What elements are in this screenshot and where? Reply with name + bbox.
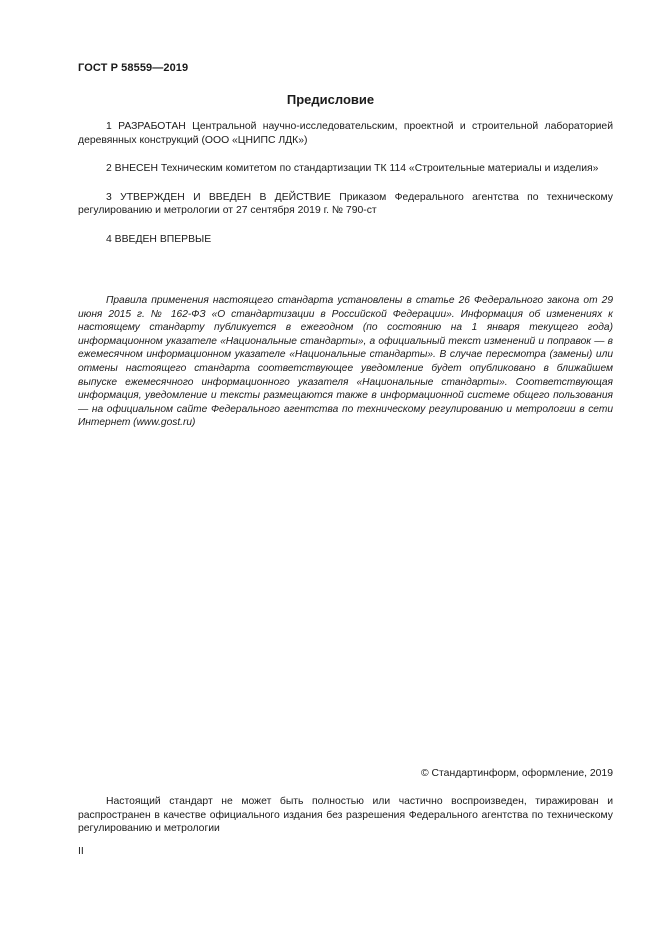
foreword-item-developed: 1 РАЗРАБОТАН Центральной научно-исследовательским, проектной и строительной лабораторией деревянных конструкций (ООО «ЦНИПС ЛДК») (78, 121, 613, 146)
reproduction-notice: Настоящий стандарт не может быть полностью или частично воспроизведен, тиражирован и распространен в качестве официального издания без разрешения Федерального агентства по техническому регулированию и метрологии (78, 796, 613, 835)
foreword-item-first-introduced: 4 ВВЕДЕН ВПЕРВЫЕ (106, 233, 212, 245)
page-title: Предисловие (286, 92, 375, 107)
foreword-item-approved: 3 УТВЕРЖДЕН И ВВЕДЕН В ДЕЙСТВИЕ Приказом Федерального агентства по техническому регулированию и метрологии от 27 сентября 2019 г. № 790-ст (78, 191, 613, 217)
foreword-item-submitted: 2 ВНЕСЕН Техническим комитетом по стандартизации ТК 114 «Строительные материалы и изделия» (106, 163, 599, 175)
document-code: ГОСТ Р 58559—2019 (78, 62, 189, 74)
application-rules-notice: Правила применения настоящего стандарта установлены в статье 26 Федерального закона от 29 июня 2015 г. № 162-ФЗ «О стандартизации в Российской Федерации». Информация об изменениях к настоящему стандарту публикуется в ежегодном (по состоянию на 1 января текущего года) информационном указателе «Национальные стандарты», а официальный текст изменений и поправок — в ежемесячном информационном указателе «Национальные стандарты». В случае пересмотра (замены) или отмены настоящего стандарта соответствующее уведомление будет опубликовано в ближайшем выпуске ежемесячного информационного указателя «Национальные стандарты». Соответствующая информация, уведомление и тексты размещаются также в информационной системе общего пользования — на официальном сайте Федерального агентства по техническому регулированию и метрологии в сети Интернет (www.gost.ru) (78, 295, 613, 429)
page-number: II (78, 846, 84, 857)
copyright-line: © Стандартинформ, оформление, 2019 (420, 768, 613, 779)
foreword-items (78, 120, 613, 262)
